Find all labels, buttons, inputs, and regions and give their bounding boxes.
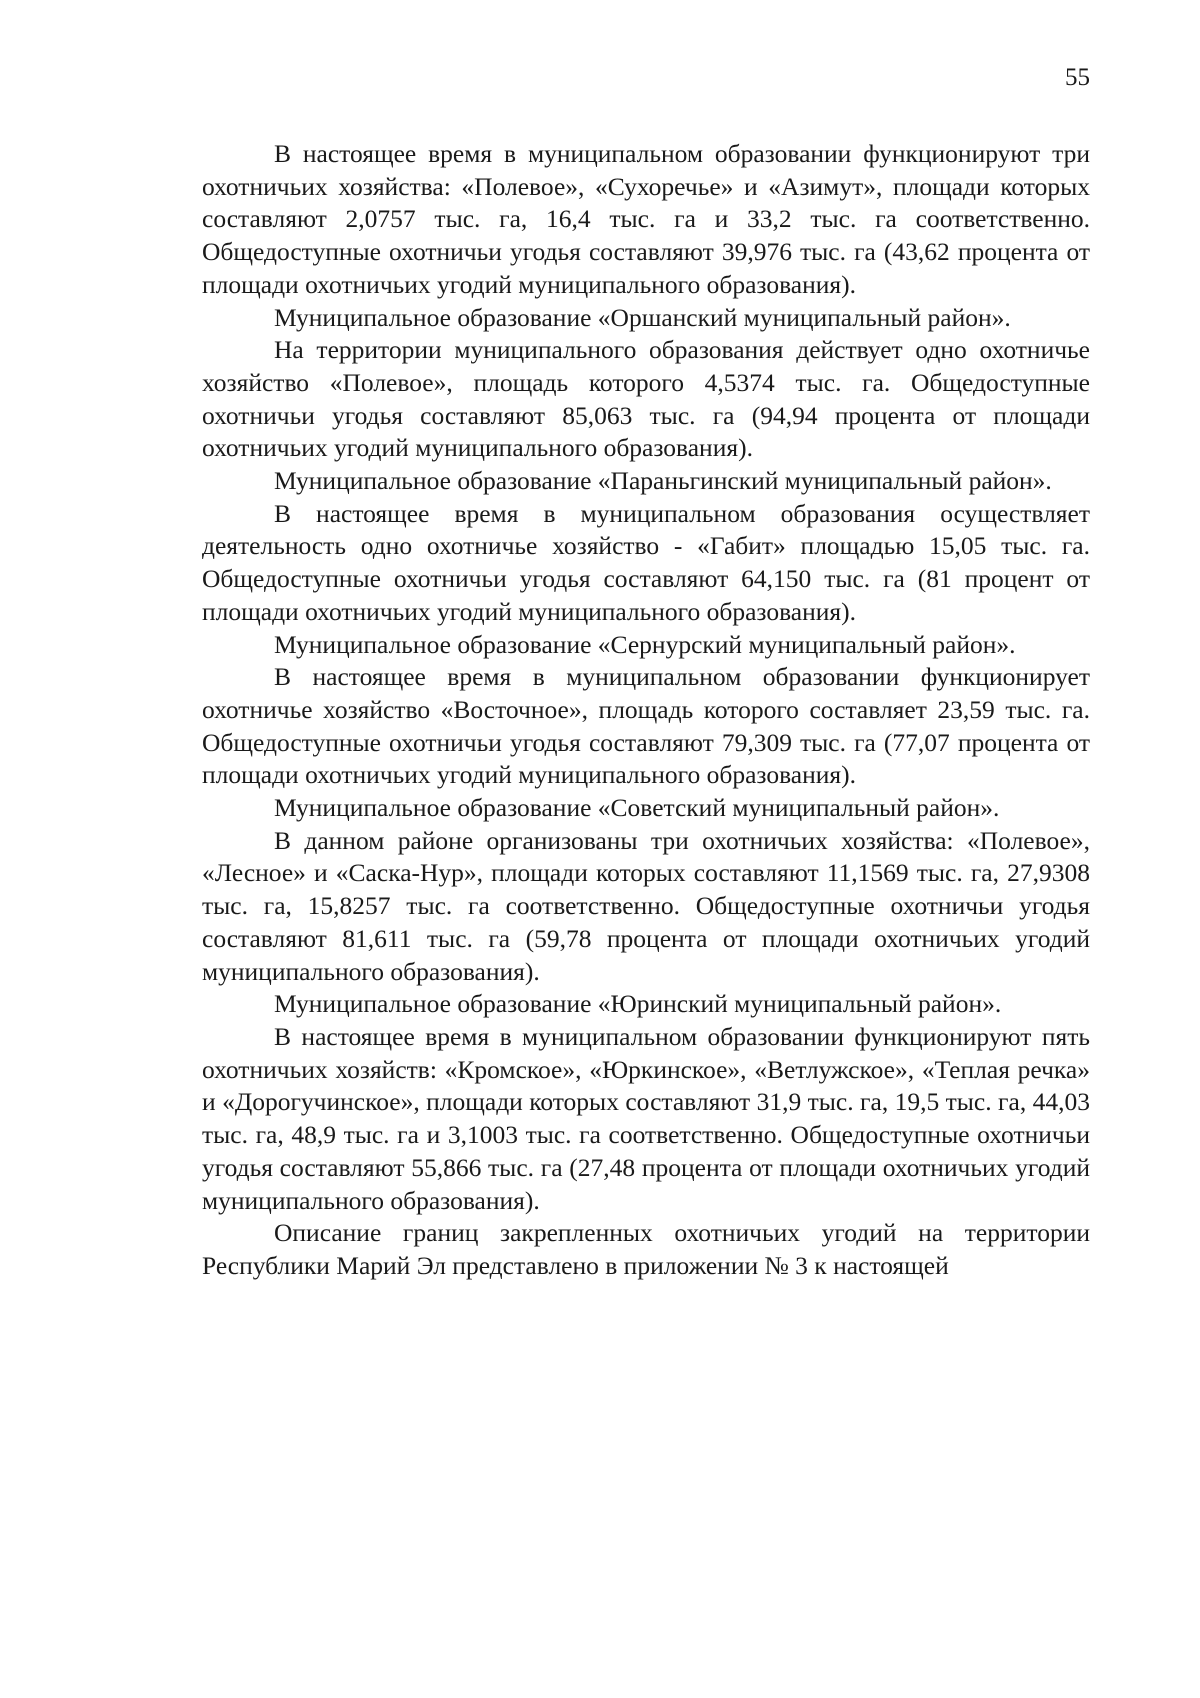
heading-sernursky-district: Муниципальное образование «Сернурский муниципальный район». xyxy=(274,629,1016,659)
paragraph-yurinsky-hunting-farms: В настоящее время в муниципальном образовании функционируют пять охотничьих хозяйств: «Кромское», «Юркинское», «Ветлужское», «Теплая речка» и «Дорогучинское», площади которых составляют 31,9 тыс. га, 19,5 тыс. га, 44,03 тыс. га, 48,9 тыс. га и 3,1003 тыс. га соответственно. Общедоступные охотничьи угодья составляют 55,866 тыс. га (27,48 процента от площади охотничьих угодий муниципального образования). xyxy=(202,1021,1090,1215)
heading-yurinsky-district: Муниципальное образование «Юринский муниципальный район». xyxy=(274,989,1002,1019)
heading-orshansky-district: Муниципальное образование «Оршанский муниципальный район». xyxy=(274,302,1011,332)
heading-paranginsky-district: Муниципальное образование «Параньгинский муниципальный район». xyxy=(274,466,1052,496)
paragraph-orshansky-hunting-farms: На территории муниципального образования действует одно охотничье хозяйство «Полевое», площадь которого 4,5374 тыс. га. Общедоступные охотничьи угодья составляют 85,063 тыс. га (94,94 процента от площади охотничьих угодий муниципального образования). xyxy=(202,335,1090,463)
paragraph-paranginsky-hunting-farms: В настоящее время в муниципальном образования осуществляет деятельность одно охотничье хозяйство - «Габит» площадью 15,05 тыс. га. Общедоступные охотничьи угодья составляют 64,150 тыс. га (81 процент от площади охотничьих угодий муниципального образования). xyxy=(202,498,1090,626)
page-number: 55 xyxy=(1065,64,1090,91)
heading-sovetsky-district: Муниципальное образование «Советский муниципальный район». xyxy=(274,793,1000,823)
document-body xyxy=(202,138,1090,1283)
paragraph-mari-turek-hunting-farms: В настоящее время в муниципальном образовании функционируют три охотничьих хозяйства: «Полевое», «Сухоречье» и «Азимут», площади которых составляют 2,0757 тыс. га, 16,4 тыс. га и 33,2 тыс. га соответственно. Общедоступные охотничьи угодья составляют 39,976 тыс. га (43,62 процента от площади охотничьих угодий муниципального образования). xyxy=(202,139,1090,299)
paragraph-sovetsky-hunting-farms: В данном районе организованы три охотничьих хозяйства: «Полевое», «Лесное» и «Саска-Нур», площади которых составляют 11,1569 тыс. га, 27,9308 тыс. га, 15,8257 тыс. га соответственно. Общедоступные охотничьи угодья составляют 81,611 тыс. га (59,78 процента от площади охотничьих угодий муниципального образования). xyxy=(202,825,1090,986)
paragraph-sernursky-hunting-farms: В настоящее время в муниципальном образовании функционирует охотничье хозяйство «Восточное», площадь которого составляет 23,59 тыс. га. Общедоступные охотничьи угодья составляют 79,309 тыс. га (77,07 процента от площади охотничьих угодий муниципального образования). xyxy=(202,662,1090,790)
paragraph-boundaries-description: Описание границ закрепленных охотничьих угодий на территории Республики Марий Эл представлено в приложении № 3 к настоящей xyxy=(202,1218,1090,1280)
